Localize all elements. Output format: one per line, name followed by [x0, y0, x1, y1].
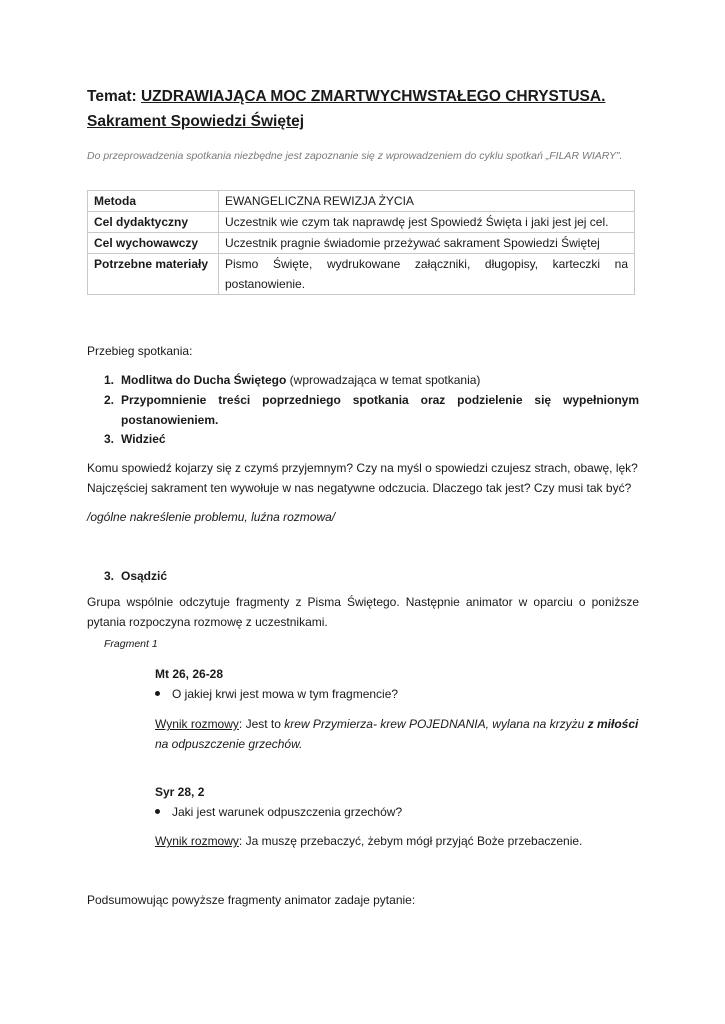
see-paragraph: Komu spowiedź kojarzy się z czymś przyjemnym? Czy na myśl o spowiedzi czujesz strach, obawę, lęk? Najczęściej sakrament ten wywołuje w nas negatywne odczucia. Dlaczego tak jest? Czy musi tak być?	[87, 461, 638, 495]
page-title: Temat: UZDRAWIAJĄCA MOC ZMARTWYCHWSTAŁEGO CHRYSTUSA.	[87, 88, 606, 105]
discussion-result: Wynik rozmowy: Ja muszę przebaczyć, żebym mógł przyjąć Boże przebaczenie.	[155, 834, 583, 848]
table-value: Uczestnik wie czym tak naprawdę jest Spowiedź Święta i jaki jest jej cel.	[219, 212, 635, 233]
section-heading-judge: 3. Osądzić	[104, 569, 168, 583]
bullet-icon	[155, 691, 160, 696]
list-item: 1. Modlitwa do Ducha Świętego (wprowadzająca w temat spotkania)	[104, 373, 481, 387]
table-row	[88, 191, 635, 212]
table-label: Cel wychowawczy	[88, 233, 219, 254]
course-heading: Przebieg spotkania:	[87, 344, 193, 358]
see-note: /ogólne nakreślenie problemu, luźna rozmowa/	[87, 510, 336, 524]
scripture-reference: Mt 26, 26-28	[155, 667, 224, 681]
page-subtitle: Sakrament Spowiedzi Świętej	[87, 113, 305, 130]
table-value: Uczestnik pragnie świadomie przeżywać sakrament Spowiedzi Świętej	[219, 233, 635, 254]
info-table	[87, 190, 635, 295]
bullet-icon	[155, 809, 160, 814]
table-value: EWANGELICZNA REWIZJA ŻYCIA	[219, 191, 635, 212]
summary-text: Podsumowując powyższe fragmenty animator zadaje pytanie:	[87, 893, 416, 907]
table-row	[88, 254, 635, 295]
intro-note: Do przeprowadzenia spotkania niezbędne jest zapoznanie się z wprowadzeniem do cyklu spotkań „FILAR WIARY”.	[87, 150, 623, 162]
table-value: Pismo Święte, wydrukowane załączniki, długopisy, karteczki na postanowienie.	[219, 254, 635, 295]
scripture-reference: Syr 28, 2	[155, 785, 205, 799]
table-row	[88, 233, 635, 254]
discussion-result: Wynik rozmowy: Jest to krew Przymierza- krew POJEDNANIA, wylana na krzyżu z miłości na odpuszczenie grzechów.	[155, 717, 639, 751]
fragment-label: Fragment 1	[104, 638, 158, 650]
table-label: Cel dydaktyczny	[88, 212, 219, 233]
list-item: 3. Widzieć	[104, 432, 166, 446]
question-item: O jakiej krwi jest mowa w tym fragmencie?	[155, 684, 398, 704]
table-label: Metoda	[88, 191, 219, 212]
table-row	[88, 212, 635, 233]
table-label: Potrzebne materiały	[88, 254, 219, 295]
question-item: Jaki jest warunek odpuszczenia grzechów?	[155, 802, 402, 822]
list-item: 2. Przypomnienie treści poprzedniego spotkania oraz podzielenie się wypełnionym postanowieniem.	[104, 393, 639, 427]
judge-paragraph: Grupa wspólnie odczytuje fragmenty z Pisma Świętego. Następnie animator w oparciu o poniższe pytania rozpoczyna rozmowę z uczestnikami.	[87, 595, 639, 629]
